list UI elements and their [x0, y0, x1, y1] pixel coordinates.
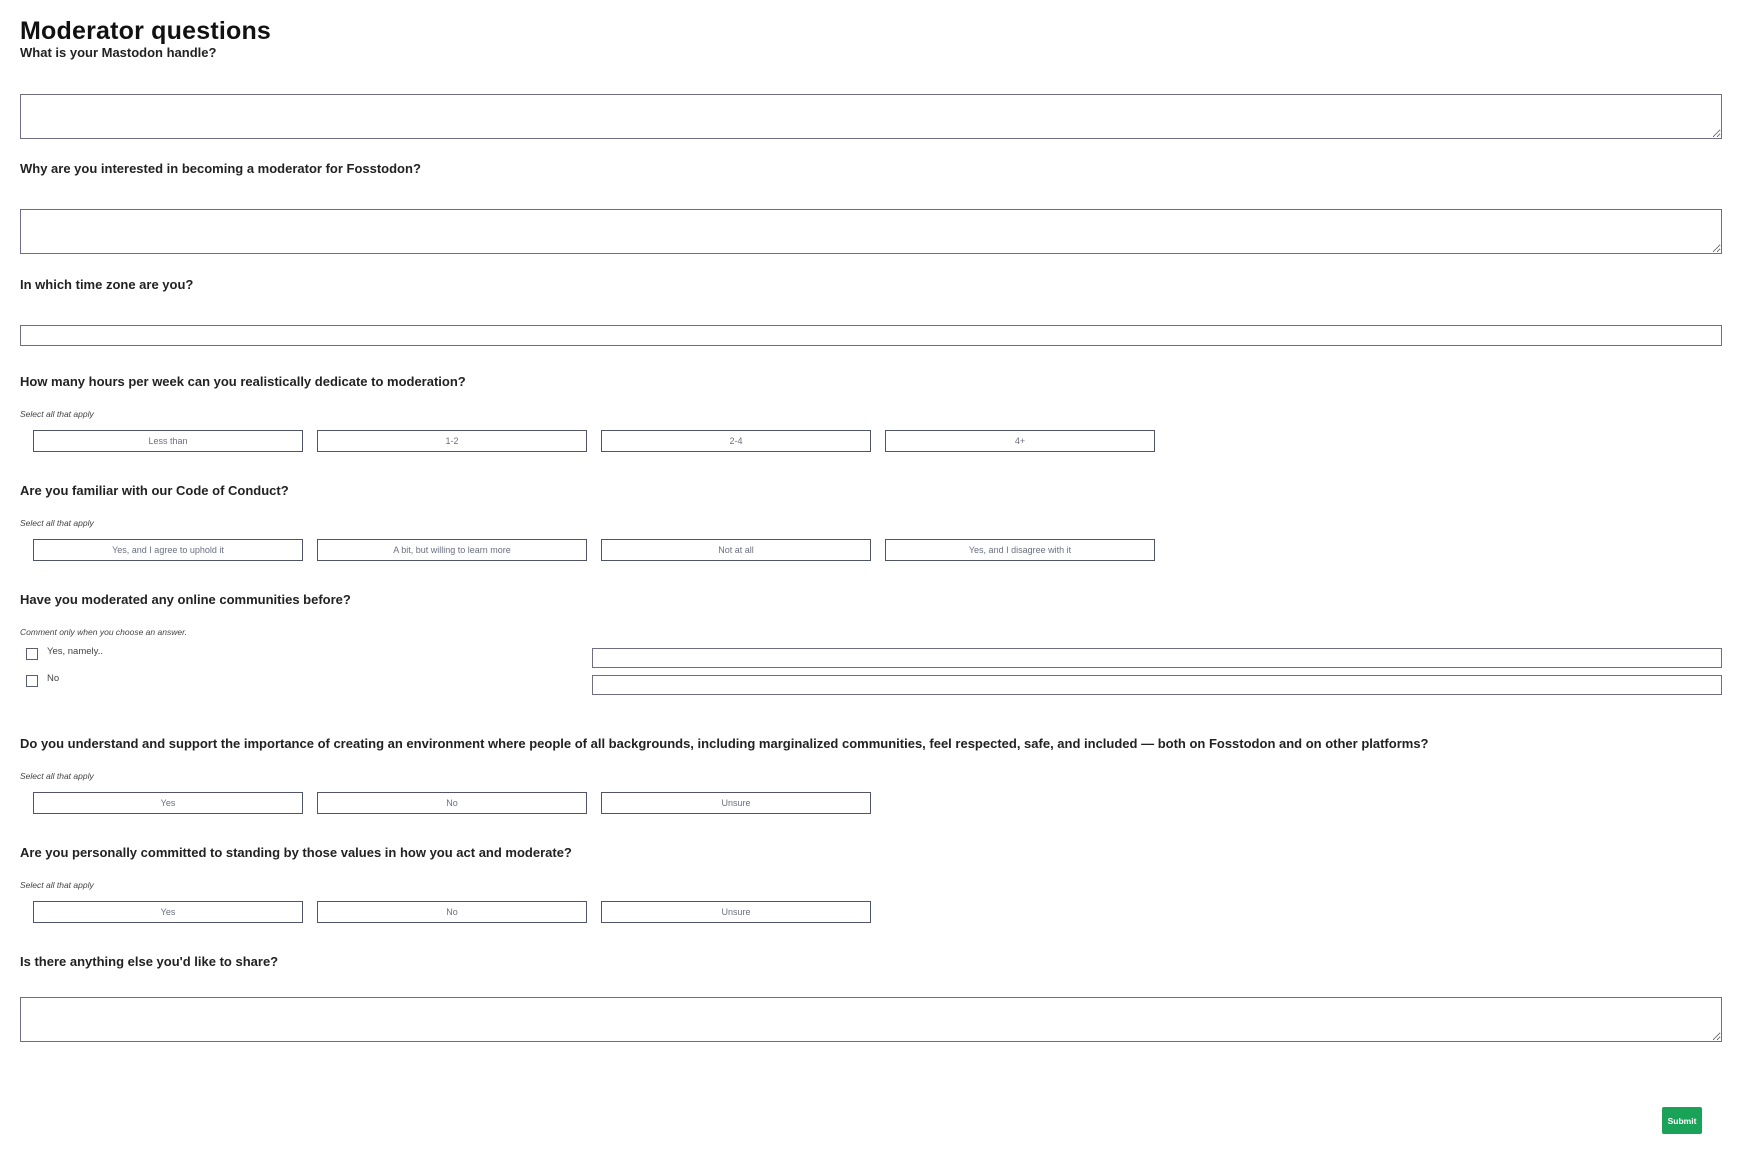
timezone-input[interactable]: [20, 325, 1722, 346]
mastodon-handle-input[interactable]: [20, 94, 1722, 139]
moderated-no-comment-input[interactable]: [592, 675, 1722, 695]
page-title: Moderator questions: [20, 17, 272, 45]
hours-option-2-4[interactable]: 2-4: [601, 430, 871, 452]
commitment-hint: Select all that apply: [20, 880, 94, 890]
question-inclusion-label: Do you understand and support the importance of creating an environment where people of all backgrounds, including marginalized communities, feel respected, safe, and included — both on Fosstodon and on other platforms?: [20, 736, 1429, 751]
question-motivation-label: Why are you interested in becoming a moderator for Fosstodon?: [20, 161, 421, 176]
coc-option-not-at-all[interactable]: Not at all: [601, 539, 871, 561]
question-timezone-label: In which time zone are you?: [20, 277, 194, 292]
code-of-conduct-hint: Select all that apply: [20, 518, 94, 528]
inclusion-hint: Select all that apply: [20, 771, 94, 781]
moderated-no-label: No: [47, 673, 60, 684]
moderated-yes-checkbox[interactable]: [26, 648, 38, 660]
submit-button[interactable]: Submit: [1662, 1107, 1702, 1134]
moderated-before-hint: Comment only when you choose an answer.: [20, 627, 187, 637]
hours-option-4-plus[interactable]: 4+: [885, 430, 1155, 452]
question-commitment-label: Are you personally committed to standing by those values in how you act and moderate?: [20, 845, 572, 860]
coc-option-bit[interactable]: A bit, but willing to learn more: [317, 539, 587, 561]
hours-option-1-2[interactable]: 1-2: [317, 430, 587, 452]
moderated-no-checkbox[interactable]: [26, 675, 38, 687]
inclusion-option-yes[interactable]: Yes: [33, 792, 303, 814]
commitment-option-yes[interactable]: Yes: [33, 901, 303, 923]
question-moderated-before-label: Have you moderated any online communities before?: [20, 592, 351, 607]
coc-option-agree[interactable]: Yes, and I agree to uphold it: [33, 539, 303, 561]
question-code-of-conduct-label: Are you familiar with our Code of Conduct?: [20, 483, 289, 498]
anything-else-input[interactable]: [20, 997, 1722, 1042]
question-mastodon-handle-label: What is your Mastodon handle?: [20, 45, 217, 60]
commitment-option-no[interactable]: No: [317, 901, 587, 923]
moderated-yes-label: Yes, namely..: [47, 646, 103, 657]
motivation-input[interactable]: [20, 209, 1722, 254]
moderated-yes-comment-input[interactable]: [592, 648, 1722, 668]
commitment-option-unsure[interactable]: Unsure: [601, 901, 871, 923]
inclusion-option-no[interactable]: No: [317, 792, 587, 814]
coc-option-disagree[interactable]: Yes, and I disagree with it: [885, 539, 1155, 561]
inclusion-option-unsure[interactable]: Unsure: [601, 792, 871, 814]
hours-hint: Select all that apply: [20, 409, 94, 419]
question-hours-label: How many hours per week can you realistically dedicate to moderation?: [20, 374, 466, 389]
question-anything-else-label: Is there anything else you'd like to share?: [20, 954, 279, 969]
hours-option-less-than[interactable]: Less than: [33, 430, 303, 452]
